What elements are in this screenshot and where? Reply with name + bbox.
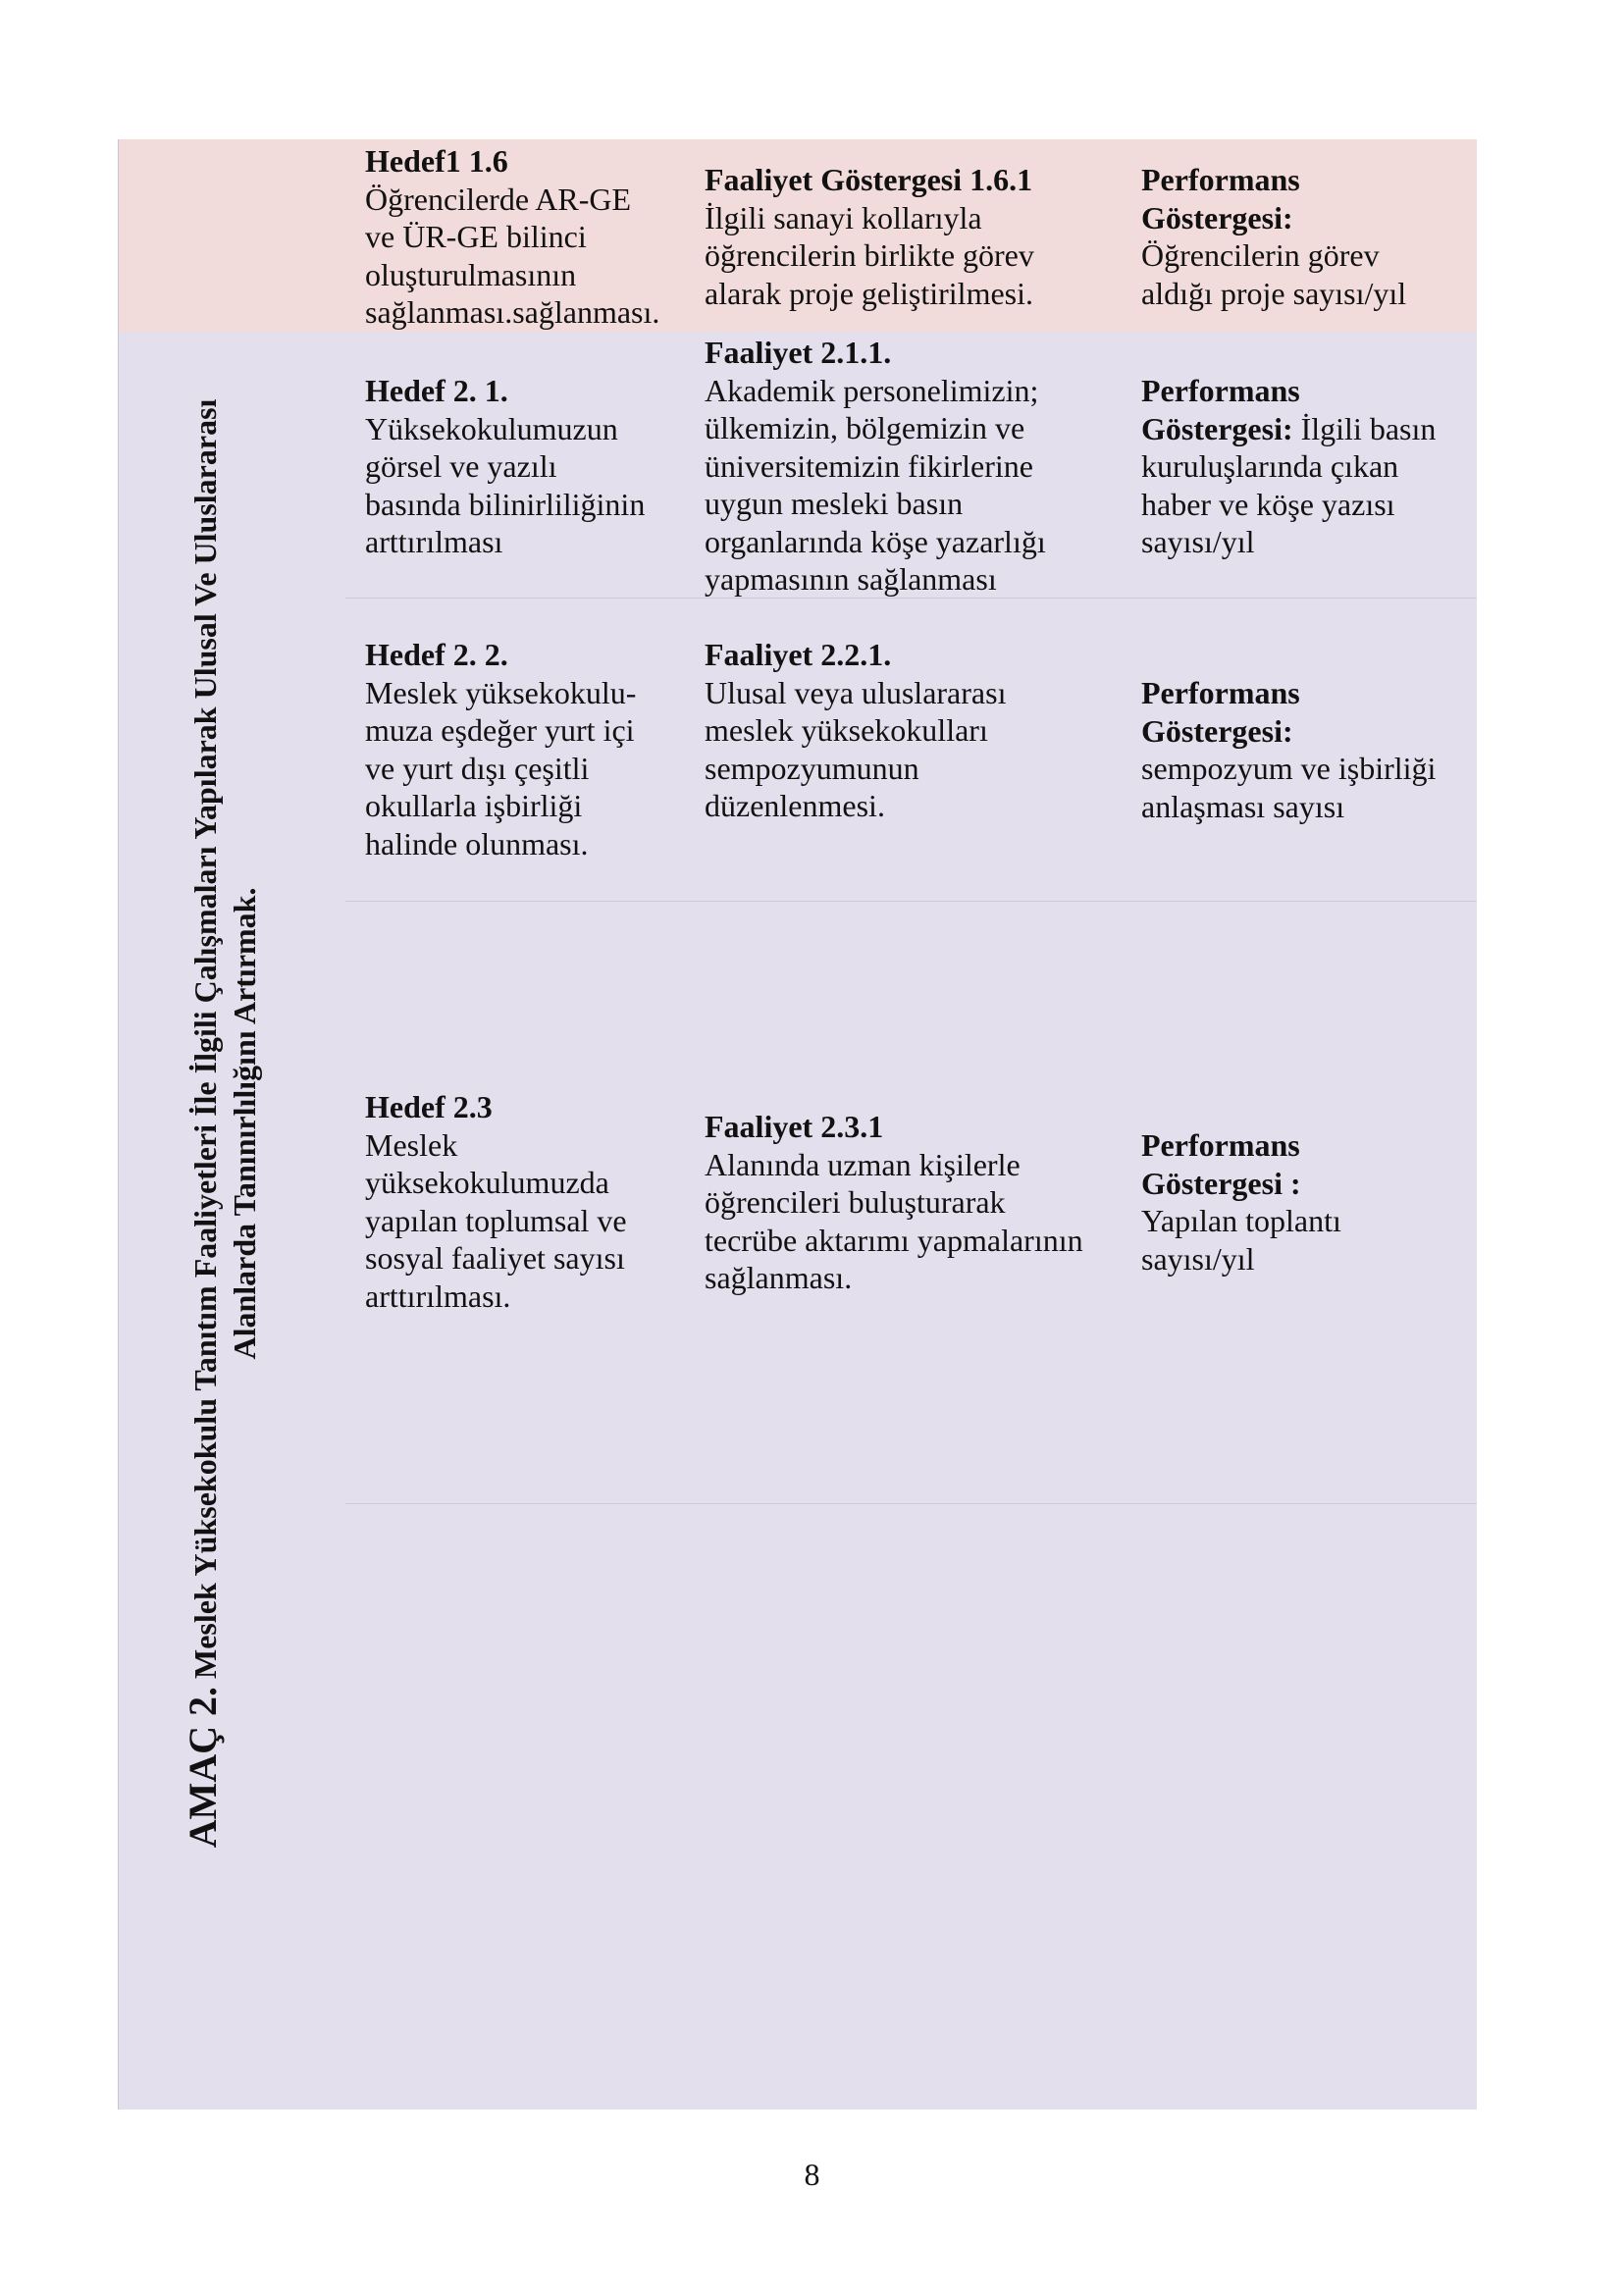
performans-cell: [1141, 161, 1406, 312]
hedef-line: basında bilinirliliğinin: [365, 486, 646, 522]
performans-line: Öğrencilerin görev: [1141, 237, 1380, 273]
hedef-cell: [365, 636, 636, 862]
amac-text-line2: Alanlarda Tanınırlılığını Artırmak.: [227, 887, 262, 1360]
performans-cell: [1141, 674, 1436, 825]
faaliyet-title: Faaliyet 2.2.1.: [705, 637, 892, 672]
faaliyet-title: Faaliyet 2.3.1: [705, 1109, 884, 1144]
faaliyet-cell: [705, 161, 1034, 312]
faaliyet-line: Alanında uzman kişilerle: [705, 1146, 1021, 1182]
faaliyet-line: sağlanması.: [705, 1260, 853, 1295]
performans-line: İlgili basın: [1292, 410, 1437, 446]
faaliyet-line: üniversitemizin fikirlerine: [705, 447, 1033, 484]
faaliyet-line: sempozyumunun: [705, 750, 919, 786]
hedef-title: Hedef 2. 2.: [365, 637, 508, 672]
hedef-line: sosyal faaliyet sayısı: [365, 1240, 625, 1276]
hedef-line: arttırılması.: [365, 1278, 511, 1314]
faaliyet-line: öğrencilerin birlikte görev: [705, 237, 1034, 273]
hedef-line: ve ÜR-GE bilinci: [365, 219, 587, 254]
performans-line: Yapılan toplantı: [1141, 1203, 1341, 1238]
hedef-line: halinde olunması.: [365, 825, 589, 861]
performans-title: Performans: [1141, 675, 1300, 710]
hedef-line: Yüksekokulumuzun: [365, 410, 618, 446]
faaliyet-line: alarak proje geliştirilmesi.: [705, 275, 1033, 311]
performans-cell: [1141, 372, 1436, 561]
hedef-title: Hedef 2.3: [365, 1089, 493, 1124]
hedef-cell: [365, 372, 645, 561]
amac-label: AMAÇ 2.: [181, 1687, 225, 1849]
table-left-border: [118, 139, 119, 2110]
faaliyet-title: Faaliyet 2.1.1.: [705, 335, 892, 370]
row-divider: [345, 901, 1477, 902]
faaliyet-title: Faaliyet Göstergesi 1.6.1: [705, 162, 1033, 197]
hedef-line: okullarla işbirliği: [365, 788, 583, 823]
faaliyet-line: düzenlenmesi.: [705, 788, 885, 823]
hedef-line: yüksekokulumuzda: [365, 1165, 609, 1200]
performans-first-line: [1141, 410, 1436, 448]
hedef-line: ve yurt dışı çeşitli: [365, 750, 590, 786]
hedef-line: sağlanması.sağlanması.: [365, 294, 660, 330]
amac-line-1: [183, 339, 225, 1908]
row-divider: [345, 1503, 1477, 1504]
faaliyet-cell: [705, 636, 1006, 825]
faaliyet-line: İlgili sanayi kollarıyla: [705, 199, 982, 235]
faaliyet-line: tecrübe aktarımı yapmalarının: [705, 1222, 1083, 1258]
hedef-line: yapılan toplumsal ve: [365, 1202, 627, 1238]
performans-title: Göstergesi:: [1141, 712, 1293, 749]
hedef-line: Meslek: [365, 1126, 458, 1163]
performans-line: sayısı/yıl: [1141, 524, 1255, 559]
hedef-line: arttırılması: [365, 524, 503, 559]
faaliyet-line: organlarında köşe yazarlığı: [705, 523, 1046, 559]
performans-line: sayısı/yıl: [1141, 1240, 1255, 1277]
hedef-line: muza eşdeğer yurt içi: [365, 712, 635, 748]
faaliyet-line: Akademik personelimizin;: [705, 372, 1039, 408]
faaliyet-line: Ulusal veya uluslararası: [705, 674, 1007, 710]
performans-line: kuruluşlarında çıkan: [1141, 448, 1399, 484]
faaliyet-cell: [705, 1108, 1083, 1297]
hedef-line: görsel ve yazılı: [365, 448, 557, 484]
hedef-line: Meslek yüksekokulu-: [365, 674, 637, 710]
hedef-cell: [365, 142, 659, 332]
faaliyet-line: yapmasının sağlanması: [705, 561, 997, 597]
page-number: 8: [804, 2157, 820, 2192]
faaliyet-cell: [705, 334, 1046, 599]
faaliyet-line: ülkemizin, bölgemizin ve: [705, 410, 1025, 445]
hedef-title: Hedef 2. 1.: [365, 373, 508, 408]
performans-cell: [1141, 1126, 1341, 1278]
performans-line: sempozyum ve işbirliği: [1141, 751, 1437, 786]
faaliyet-line: uygun mesleki basın: [705, 486, 964, 521]
performans-line: anlaşması sayısı: [1141, 788, 1345, 824]
performans-title: Göstergesi:: [1141, 199, 1293, 235]
performans-title: Göstergesi:: [1141, 410, 1293, 446]
hedef-cell: [365, 1088, 627, 1315]
faaliyet-line: öğrencileri buluşturarak: [705, 1184, 1006, 1220]
performans-title: Performans: [1141, 1127, 1300, 1163]
hedef-line: oluşturulmasının: [365, 256, 577, 292]
amac-2-vertical-label: [175, 339, 273, 1908]
faaliyet-line: meslek yüksekokulları: [705, 712, 988, 748]
hedef-line: Öğrencilerde AR-GE: [365, 181, 632, 217]
performans-title: Performans: [1141, 373, 1300, 408]
hedef-title: Hedef1 1.6: [365, 143, 508, 179]
performans-line: aldığı proje sayısı/yıl: [1141, 275, 1407, 311]
performans-title: Göstergesi :: [1141, 1165, 1301, 1201]
performans-title: Performans: [1141, 162, 1300, 197]
amac-text-line1: Meslek Yüksekokulu Tanıtım Faaliyetleri İle İlgili Çalışmaları Yapılarak Ulusal Ve Uluslararası: [187, 398, 223, 1687]
performans-line: haber ve köşe yazısı: [1141, 486, 1395, 522]
